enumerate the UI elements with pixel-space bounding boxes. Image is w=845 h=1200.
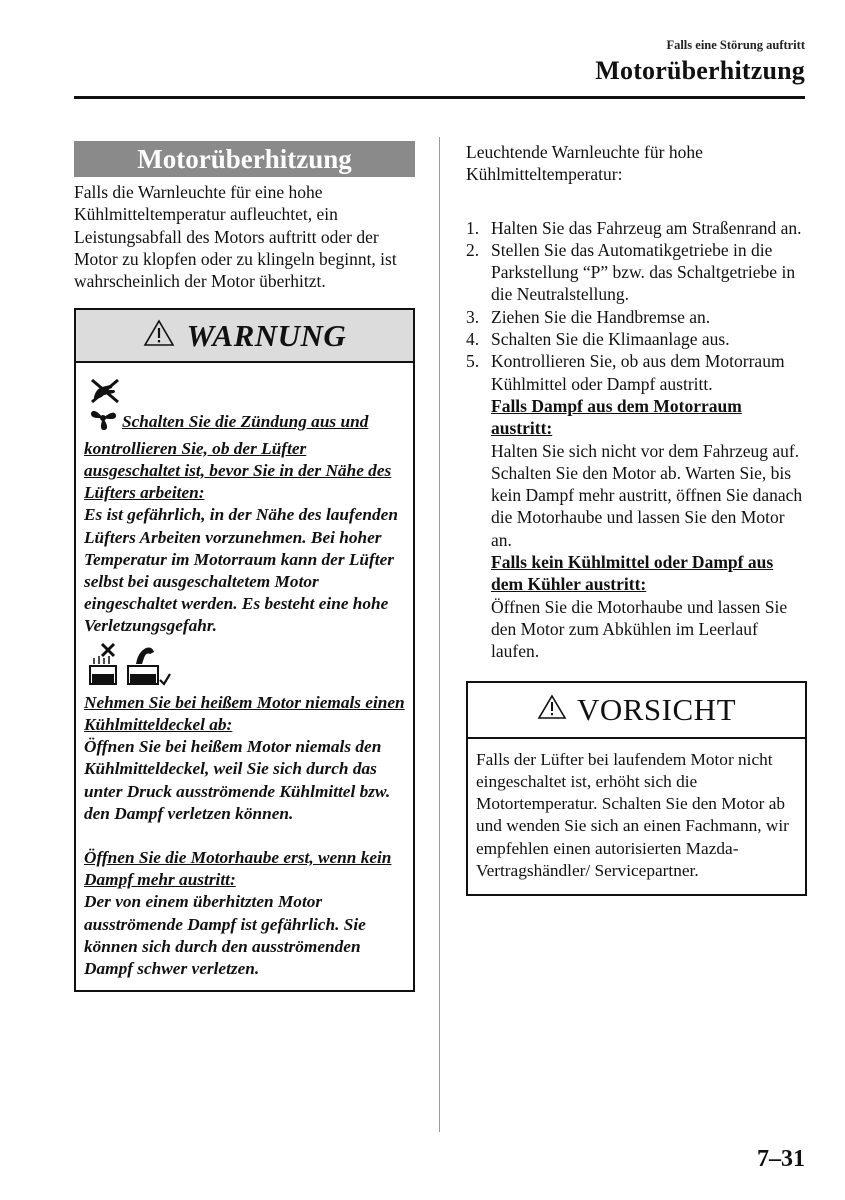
page-number: 7–31 xyxy=(757,1146,805,1172)
header-rule xyxy=(74,96,805,99)
list-item: 5. Kontrollieren Sie, ob aus dem Motorraum Kühlmittel oder Dampf austritt. Falls Dampf aus dem Motorraum austritt: Halten Sie sich nicht vor dem Fahrzeug auf. Schalten Sie den Motor ab. Warten Sie, bis kein Dampf mehr austritt, öffnen Sie danach die Motorhaube und lassen Sie den Motor an. Falls kein Kühlmittel oder Dampf aus dem Kühler austritt: Öffnen Sie die Motorhaube und lassen Sie den Motor zum Abkühlen im Leerlauf laufen. xyxy=(466,351,803,662)
caution-body: Falls der Lüfter bei laufendem Motor nicht eingeschaltet ist, erhöht sich die Motortemperatur. Schalten Sie den Motor ab und wenden Sie sich an einen Fachmann, wir empfehlen einen autorisierten Mazda-Vertragshändler/ Servicepartner. xyxy=(476,749,789,881)
case1-body: Halten Sie sich nicht vor dem Fahrzeug auf. Schalten Sie den Motor ab. Warten Sie, bis kein Dampf mehr austritt, öffnen Sie danach die Motorhaube und lassen Sie den Motor an. xyxy=(491,440,803,550)
case1-heading: Falls Dampf aus dem Motorraum austritt: xyxy=(491,395,742,439)
cool-engine-cap-icon xyxy=(124,642,172,692)
steps-list xyxy=(466,217,807,663)
caution-header xyxy=(468,683,805,739)
no-open-cap-icon xyxy=(84,642,120,692)
chapter-label: Falls eine Störung auftritt xyxy=(666,38,805,52)
warning-triangle-icon xyxy=(537,694,567,725)
left-column xyxy=(74,141,415,992)
header-title: Motorüberhitzung xyxy=(595,56,805,85)
fan-icon xyxy=(88,405,118,437)
warning-header xyxy=(76,310,413,363)
list-item: 1. Halten Sie das Fahrzeug am Straßenrand an. xyxy=(466,217,802,238)
spacer xyxy=(84,825,405,847)
case2-heading: Falls kein Kühlmittel oder Dampf aus dem Kühler austritt: xyxy=(491,552,774,595)
list-item: 3. Ziehen Sie die Handbremse an. xyxy=(466,306,711,327)
section-intro: Falls die Warnleuchte für eine hohe Kühlmitteltemperatur aufleuchtet, ein Leistungsabfall des Motors auftritt oder der Motor zu klopfen oder zu klingeln beginnt, ist wahrscheinlich der Motor überhitzt. xyxy=(74,182,397,292)
no-hand-icon xyxy=(88,377,405,405)
caution-box xyxy=(466,681,807,897)
caution-title: VORSICHT xyxy=(576,691,736,727)
warning-triangle-icon xyxy=(143,319,175,352)
warning-item2-icons xyxy=(84,642,405,692)
list-item: 2. Stellen Sie das Automatikgetriebe in die Parkstellung “P” bzw. das Schaltgetriebe in die Neutralstellung. xyxy=(466,239,796,305)
warning-box xyxy=(74,308,415,992)
warning-item2-body: Öffnen Sie bei heißem Motor niemals den Kühlmitteldeckel, weil Sie sich durch das unter Druck ausströmende Kühlmittel bzw. den Dampf verletzen können. xyxy=(84,737,391,823)
warning-item1-body: Es ist gefährlich, in der Nähe des laufenden Lüfters Arbeiten vorzunehmen. Bei hoher Temperatur im Motorraum kann der Lüfter selbst bei ausgeschaltetem Motor eingeschaltet werden. Es besteht eine hohe Verletzungsgefahr. xyxy=(84,505,398,636)
warning-title: WARNUNG xyxy=(186,317,347,353)
column-divider xyxy=(439,137,440,1132)
warning-item3-heading: Öffnen Sie die Motorhaube erst, wenn kein Dampf mehr austritt: xyxy=(84,847,392,890)
steps-lead: Leuchtende Warnleuchte für hohe Kühlmitteltemperatur: xyxy=(466,142,703,185)
warning-item3-body: Der von einem überhitzten Motor ausströmende Dampf ist gefährlich. Sie können sich durch den ausströmenden Dampf schwer verletzen. xyxy=(84,892,366,978)
right-column xyxy=(466,141,807,896)
warning-body xyxy=(76,363,413,990)
section-title: Motorüberhitzung xyxy=(74,141,415,177)
warning-item1-heading: Schalten Sie die Zündung aus und kontrollieren Sie, ob der Lüfter ausgeschaltet ist, bevor Sie in der Nähe des Lüfters arbeiten: xyxy=(84,412,392,503)
case2-body: Öffnen Sie die Motorhaube und lassen Sie den Motor zum Abkühlen im Leerlauf laufen. xyxy=(491,596,788,662)
warning-item2-heading-text: Nehmen Sie bei heißem Motor niemals einen Kühlmitteldeckel ab: xyxy=(84,692,405,734)
list-item: 4. Schalten Sie die Klimaanlage aus. xyxy=(466,329,730,350)
